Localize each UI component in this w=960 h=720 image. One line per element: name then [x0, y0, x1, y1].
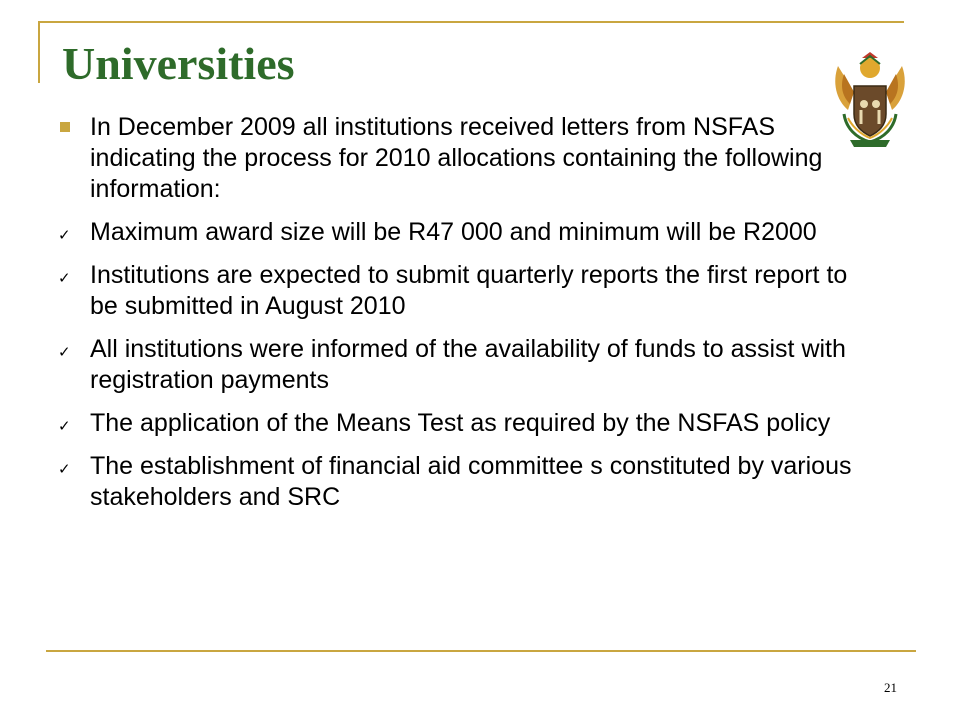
- check-item-text: The establishment of financial aid committee s constituted by various stakeholders and SRC: [90, 452, 852, 511]
- bullet-item: [60, 112, 880, 205]
- slide-title: Universities: [62, 38, 295, 89]
- frame-bottom-line: [46, 650, 916, 652]
- bullet-list: [60, 112, 880, 525]
- checkmark-icon: ✓: [58, 343, 71, 361]
- bullet-text: In December 2009 all institutions received letters from NSFAS indicating the process for 2010 allocations containing the following information:: [90, 113, 823, 203]
- frame-top-line: [38, 21, 904, 23]
- check-item: [60, 334, 880, 396]
- page-number: 21: [884, 680, 897, 695]
- check-item: [60, 408, 880, 439]
- checkmark-icon: ✓: [58, 460, 71, 478]
- check-item: [60, 260, 880, 322]
- checkmark-icon: ✓: [58, 269, 71, 287]
- check-item: [60, 217, 880, 248]
- check-item-text: Maximum award size will be R47 000 and minimum will be R2000: [90, 218, 817, 246]
- check-item-text: The application of the Means Test as required by the NSFAS policy: [90, 409, 831, 437]
- checkmark-icon: ✓: [58, 417, 71, 435]
- check-item-text: Institutions are expected to submit quarterly reports the first report to be submitted in August 2010: [90, 261, 848, 320]
- checkmark-icon: ✓: [58, 226, 71, 244]
- square-bullet-icon: [60, 122, 70, 132]
- check-item-text: All institutions were informed of the availability of funds to assist with registration payments: [90, 335, 846, 394]
- check-item: [60, 451, 880, 513]
- frame-left-line: [38, 21, 40, 83]
